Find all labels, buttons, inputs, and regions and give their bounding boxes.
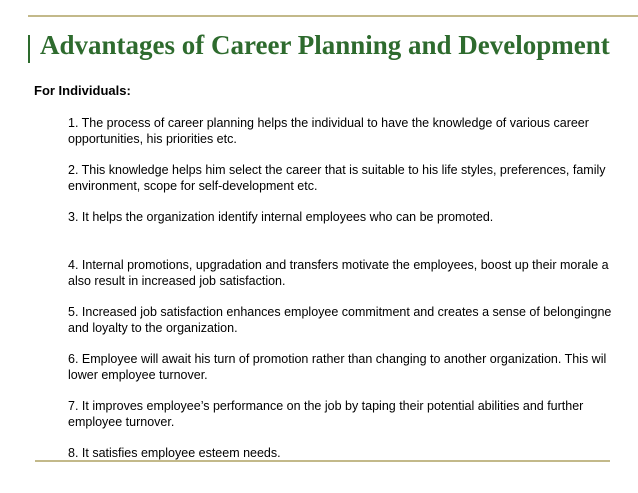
list-item-line: 8. It satisfies employee esteem needs. — [68, 446, 281, 461]
list-item-line: opportunities, his priorities etc. — [68, 132, 237, 146]
list-item-line: and loyalty to the organization. — [68, 320, 238, 335]
section-heading: For Individuals: — [34, 83, 131, 98]
points-list — [68, 115, 638, 493]
list-item-line: 3. It helps the organization identify internal employees who can be promoted. — [68, 210, 494, 225]
list-item — [68, 304, 638, 351]
list-item — [68, 351, 638, 398]
slide-title: Advantages of Career Planning and Development — [40, 30, 610, 60]
title-accent-bar — [28, 35, 30, 63]
list-item — [68, 445, 638, 492]
bottom-divider — [35, 460, 610, 462]
list-item-line: also result in increased job satisfaction. — [68, 273, 286, 288]
top-divider — [28, 15, 638, 17]
list-item-line: environment, scope for self-development etc. — [68, 179, 318, 194]
list-item-line: 1. The process of career planning helps the individual to have the knowledge of various career — [68, 116, 589, 130]
list-item — [68, 115, 638, 162]
list-item-line: 5. Increased job satisfaction enhances employee commitment and creates a sense of belongingne — [68, 304, 612, 319]
list-item — [68, 257, 638, 304]
list-item-line: 6. Employee will await his turn of promotion rather than changing to another organization. This wil — [68, 351, 607, 366]
list-item-line: 7. It improves employee’s performance on the job by taping their potential abilities and further — [68, 399, 584, 414]
list-item — [68, 209, 638, 256]
list-item — [68, 162, 638, 209]
list-item-line: 2. This knowledge helps him select the career that is suitable to his life styles, preferences, family — [68, 163, 606, 178]
list-item-line: 4. Internal promotions, upgradation and transfers motivate the employees, boost up their morale a — [68, 257, 609, 272]
list-item-line: employee turnover. — [68, 415, 175, 430]
list-item — [68, 398, 638, 445]
list-item-line: lower employee turnover. — [68, 367, 208, 382]
